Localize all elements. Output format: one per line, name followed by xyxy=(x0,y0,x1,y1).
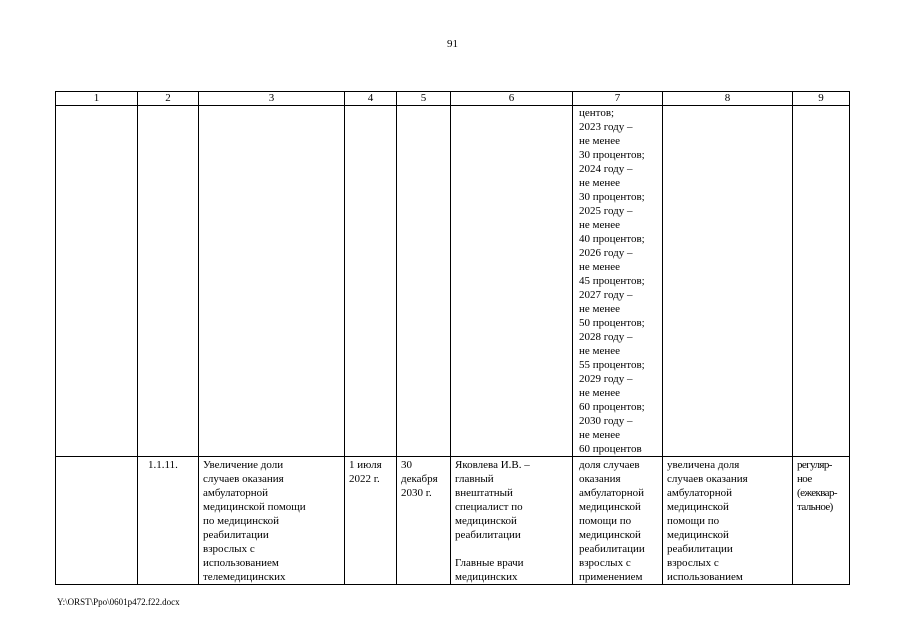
table-cell xyxy=(397,106,451,457)
action-name-cell: Увеличение доли случаев оказания амбулаторной медицинской помощи по медицинской реабилитации взрослых с использованием телемедицинских xyxy=(199,457,345,585)
column-header-9: 9 xyxy=(793,92,850,106)
file-path-footer: Y:\ORST\Ppo\0601p472.f22.docx xyxy=(57,597,180,607)
end-date-cell: 30 декабря 2030 г. xyxy=(397,457,451,585)
header-row xyxy=(56,92,850,106)
column-header-2: 2 xyxy=(138,92,199,106)
column-header-3: 3 xyxy=(199,92,345,106)
table-cell xyxy=(793,106,850,457)
table-cell xyxy=(663,106,793,457)
periodicity-cell: регуляр- ное (ежеквар- тальное) xyxy=(793,457,850,585)
table-cell xyxy=(345,106,397,457)
column-header-6: 6 xyxy=(451,92,573,106)
indicator-values-cell: центов; 2023 году – не менее 30 процентов; 2024 году – не менее 30 процентов; 2025 году – не менее 40 процентов; 2026 году – не менее 45 процентов; 2027 году – не менее 50 процентов; 2028 году – не менее 55 процентов; 2029 году – не менее 60 процентов; 2030 году – не менее 60 процентов xyxy=(573,106,663,457)
result-cell: увеличена доля случаев оказания амбулаторной медицинской помощи по медицинской реабилитации взрослых с использованием xyxy=(663,457,793,585)
item-number-cell: 1.1.11. xyxy=(138,457,199,585)
page-number: 91 xyxy=(447,38,458,50)
table-cell xyxy=(138,106,199,457)
column-header-1: 1 xyxy=(56,92,138,106)
column-header-5: 5 xyxy=(397,92,451,106)
table-cell xyxy=(199,106,345,457)
responsible-cell: Яковлева И.В. – главный внештатный специалист по медицинской реабилитации Главные врачи медицинских xyxy=(451,457,573,585)
table-cell xyxy=(451,106,573,457)
plan-table xyxy=(55,91,850,585)
table-cell xyxy=(56,457,138,585)
start-date-cell: 1 июля 2022 г. xyxy=(345,457,397,585)
column-header-7: 7 xyxy=(573,92,663,106)
column-header-4: 4 xyxy=(345,92,397,106)
table-row xyxy=(56,457,850,585)
table-cell xyxy=(56,106,138,457)
indicator-cell: доля случаев оказания амбулаторной медицинской помощи по медицинской реабилитации взрослых с применением xyxy=(573,457,663,585)
column-header-8: 8 xyxy=(663,92,793,106)
table-row xyxy=(56,106,850,457)
